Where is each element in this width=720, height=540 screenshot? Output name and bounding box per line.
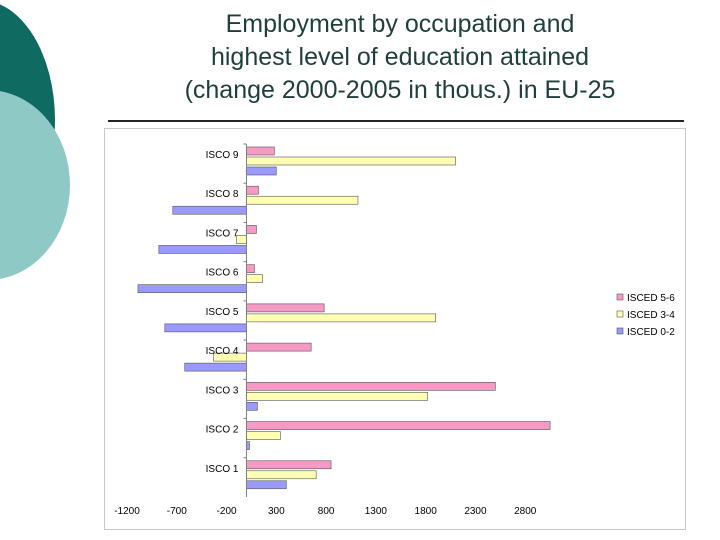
bar-isced-0-2-isco-6 [138,285,247,293]
bar-isced-0-2-isco-4 [185,363,247,371]
bar-isced-3-4-isco-6 [246,275,262,283]
slide-title [110,8,690,107]
x-tick-label: 2300 [464,506,487,517]
bar-isced-5-6-isco-6 [246,265,254,273]
bar-isced-0-2-isco-8 [173,206,247,214]
category-label: ISCO 1 [205,463,239,475]
bar-isced-3-4-isco-8 [246,196,358,204]
title-line-2: highest level of education attained [210,43,590,71]
category-label: ISCO 9 [205,150,239,161]
category-label: ISCO 5 [205,306,239,318]
x-tick-label: 1300 [364,506,388,517]
category-label: ISCO 4 [205,346,239,358]
x-tick-label: 1800 [414,506,437,517]
bar-isced-5-6-isco-5 [246,304,324,312]
category-label: ISCO 6 [205,267,239,279]
bar-isced-3-4-isco-5 [246,314,435,322]
bar-isced-3-4-isco-1 [246,471,316,479]
bar-isced-5-6-isco-3 [246,382,495,390]
x-tick-label: -200 [216,506,237,517]
category-label: ISCO 7 [205,228,239,240]
bar-chart [105,129,685,529]
decorative-circle-light [0,90,70,280]
bar-isced-0-2-isco-1 [246,481,286,489]
category-label: ISCO 8 [205,189,239,201]
chart-frame [104,128,686,530]
x-tick-label: 800 [317,506,335,517]
title-divider [108,120,684,122]
x-tick-label: -700 [166,506,187,517]
bar-isced-3-4-isco-9 [246,157,455,165]
bar-isced-0-2-isco-9 [246,167,276,175]
bar-isced-5-6-isco-7 [246,225,256,233]
legend-label-isced-5-6: ISCED 5-6 [627,293,675,304]
category-label: ISCO 2 [205,424,239,436]
bar-isced-0-2-isco-7 [159,245,247,253]
legend-label-isced-3-4: ISCED 3-4 [627,310,675,321]
bar-isced-5-6-isco-2 [246,422,550,430]
x-tick-label: 300 [267,506,285,517]
category-label: ISCO 3 [205,385,239,397]
legend-swatch-isced-0-2 [617,328,623,334]
x-tick-label: 2800 [514,506,537,517]
bar-isced-5-6-isco-1 [246,461,331,469]
title-line-1: Employment by occupation and [225,10,575,38]
legend-swatch-isced-3-4 [617,311,623,317]
bar-isced-5-6-isco-8 [246,186,258,194]
title-line-3: (change 2000-2005 in thous.) in EU-25 [184,76,616,104]
bar-isced-5-6-isco-4 [246,343,311,351]
legend-swatch-isced-5-6 [617,294,623,300]
bar-isced-0-2-isco-3 [246,402,257,410]
bar-isced-3-4-isco-3 [246,392,427,400]
bar-isced-0-2-isco-5 [165,324,247,332]
bar-isced-3-4-isco-2 [246,432,280,440]
x-tick-label: -1200 [114,506,140,517]
legend-label-isced-0-2: ISCED 0-2 [627,327,675,338]
bar-isced-5-6-isco-9 [246,147,274,155]
